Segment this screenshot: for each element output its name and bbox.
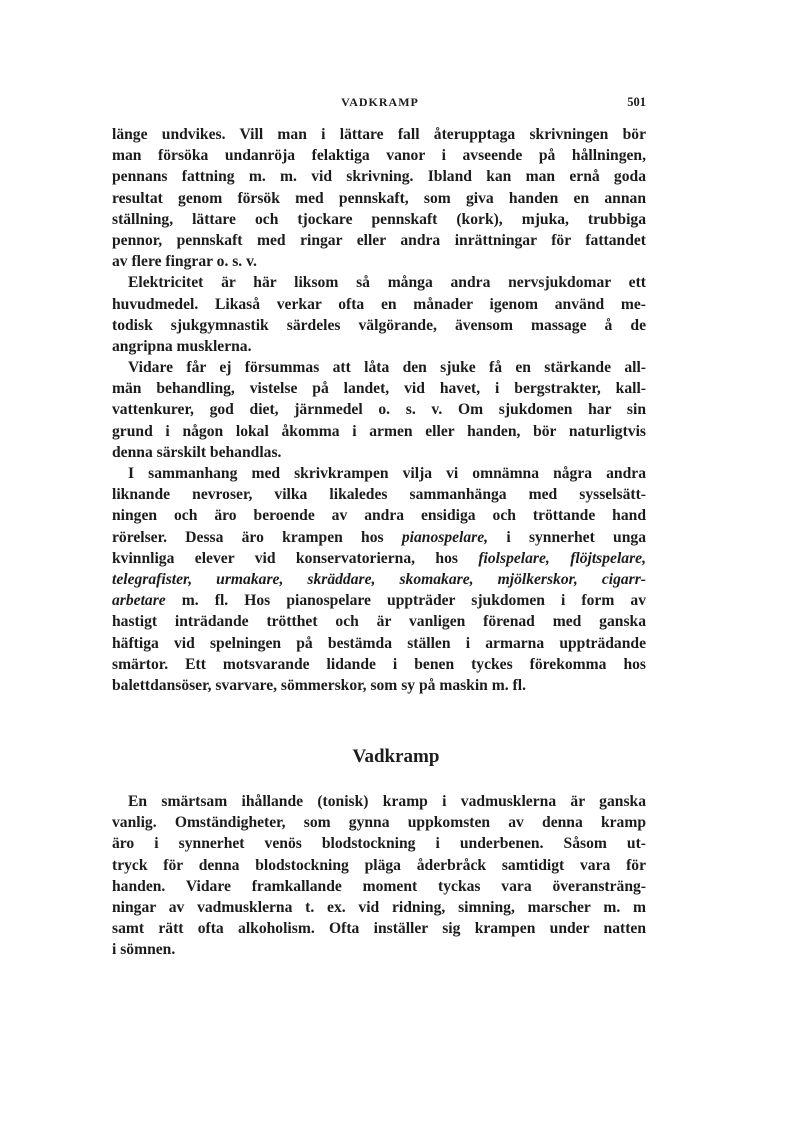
italic-term: fiolspelare, flöjtspelare, — [478, 549, 646, 567]
text-line: liknande nevroser, vilka likaledes sammanhänga med sysselsätt- — [112, 486, 646, 504]
text-line: En smärtsam ihållande (tonisk) kramp i vadmusklerna är ganska — [128, 793, 646, 810]
text-line: todisk sjukgymnastik särdeles välgörande, ävensom massage å de — [112, 316, 646, 334]
text-line: häftiga vid spelningen på bestämda ställen i armarna uppträdande — [112, 634, 646, 652]
text-line: hastigt inträdande trötthet och är vanligen förenad med ganska — [112, 613, 646, 631]
italic-term: arbetare — [112, 592, 166, 610]
text-line: samt rätt ofta alkoholism. Ofta inställer sig krampen under natten — [112, 920, 646, 938]
text-line: i sömnen. — [112, 941, 176, 959]
text-line: grund i någon lokal åkomma i armen eller handen, bör naturligtvis — [112, 422, 646, 440]
text-line: vanlig. Omständigheter, som gynna uppkomsten av denna kramp — [112, 814, 646, 832]
text-line-italic — [112, 569, 646, 590]
page-number: 501 — [627, 95, 646, 109]
text-line-mixed — [112, 590, 646, 611]
section-heading: Vadkramp — [352, 746, 440, 767]
text-line: pennans fattning m. m. vid skrivning. Ibland kan man ernå goda — [112, 168, 646, 186]
text-line: vattenkurer, god diet, järnmedel o. s. v. Om sjukdomen har sin — [112, 401, 646, 419]
body-text-section — [112, 791, 646, 961]
running-header — [114, 95, 646, 111]
text-line: smärtor. Ett motsvarande lidande i benen tyckes förekomma hos — [112, 655, 646, 673]
text-line: länge undvikes. Vill man i lättare fall återupptaga skrivningen bör — [112, 126, 646, 143]
text-segment: m. fl. Hos pianospelare uppträder sjukdomen i form av — [165, 592, 646, 610]
text-line: äro i synnerhet venös blodstockning i underbenen. Såsom ut- — [112, 835, 646, 853]
text-line: I sammanhang med skrivkrampen vilja vi omnämna några andra — [128, 465, 646, 482]
italic-term: telegrafister, urmakare, skräddare, skomakare, mjölkerskor, cigarr- — [112, 570, 646, 588]
italic-term: pianospelare, — [401, 528, 489, 546]
text-line: resultat genom försök med pennskaft, som giva handen en annan — [112, 189, 646, 207]
body-text-top — [112, 124, 646, 696]
text-line: angripna musklerna. — [112, 337, 252, 355]
text-line: ställning, lättare och tjockare pennskaft (kork), mjuka, trubbiga — [112, 210, 646, 228]
text-segment: rörelser. Dessa äro krampen hos — [112, 528, 384, 546]
text-line-mixed — [112, 527, 646, 548]
text-segment: kvinnliga elever vid konservatorierna, hos — [112, 549, 458, 567]
text-line-mixed — [112, 548, 646, 569]
text-line: pennor, pennskaft med ringar eller andra inrättningar för fattandet — [112, 231, 646, 249]
running-title: VADKRAMP — [341, 95, 419, 109]
text-line: män behandling, vistelse på landet, vid havet, i bergstrakter, kall- — [112, 380, 646, 398]
text-line: ningen och äro beroende av andra ensidiga och tröttande hand — [112, 507, 646, 525]
text-line: Vidare får ej försummas att låta den sjuke få en stärkande all- — [128, 359, 646, 377]
text-line: av flere fingrar o. s. v. — [112, 253, 257, 271]
text-segment: i synnerhet unga — [488, 528, 646, 546]
text-line: tryck för denna blodstockning pläga åderbråck samtidigt vara för — [112, 856, 646, 874]
text-line: huvudmedel. Likaså verkar ofta en månader igenom använd me- — [112, 295, 646, 313]
text-line: ningar av vadmusklerna t. ex. vid ridning, simning, marscher m. m — [112, 898, 646, 916]
text-line: man försöka undanröja felaktiga vanor i avseende på hållningen, — [112, 147, 646, 165]
text-line: denna särskilt behandlas. — [112, 443, 282, 461]
text-line: balettdansöser, svarvare, sömmerskor, som sy på maskin m. fl. — [112, 676, 526, 694]
text-line: handen. Vidare framkallande moment tyckas vara överansträng- — [112, 877, 646, 895]
text-line: Elektricitet är här liksom så många andra nervsjukdomar ett — [128, 274, 646, 292]
